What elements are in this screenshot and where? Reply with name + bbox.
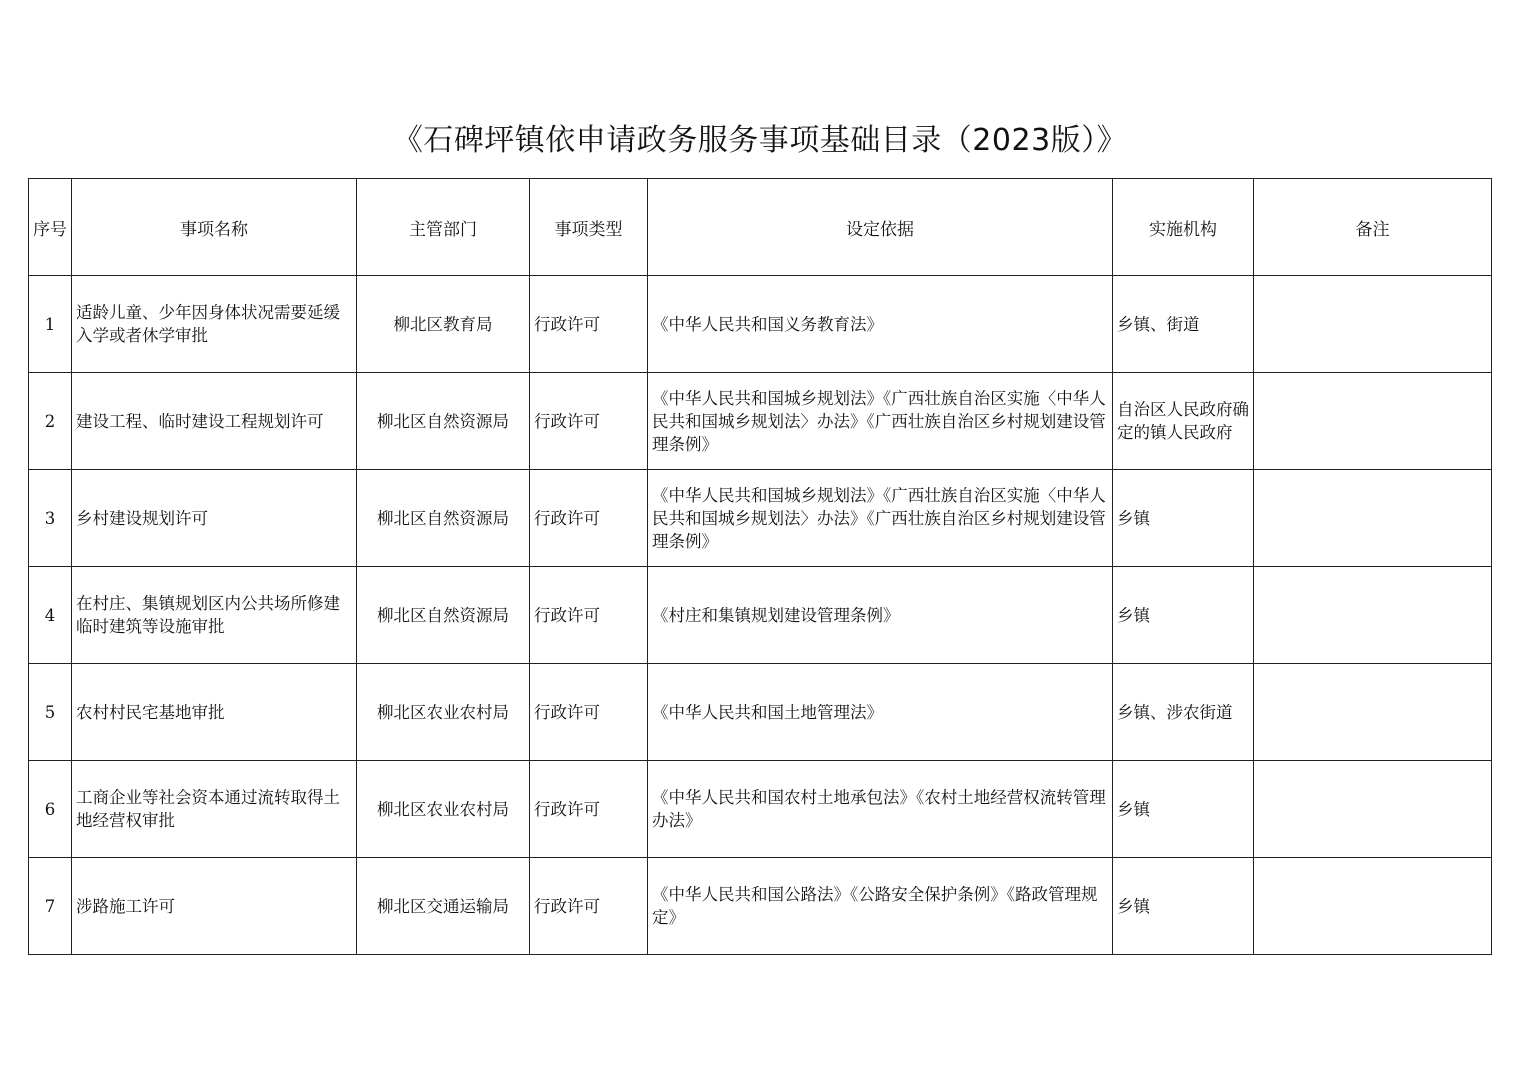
cell-remark: [1254, 858, 1492, 955]
cell-basis: 《中华人民共和国城乡规划法》《广西壮族自治区实施〈中华人民共和国城乡规划法〉办法》《广西壮族自治区乡村规划建设管理条例》: [648, 373, 1113, 470]
cell-type: 行政许可: [530, 470, 648, 567]
cell-dept: 柳北区教育局: [357, 276, 530, 373]
table-row: [29, 567, 1492, 664]
cell-name: 农村村民宅基地审批: [72, 664, 357, 761]
cell-basis: 《村庄和集镇规划建设管理条例》: [648, 567, 1113, 664]
cell-basis: 《中华人民共和国农村土地承包法》《农村土地经营权流转管理办法》: [648, 761, 1113, 858]
cell-seq: 3: [29, 470, 72, 567]
cell-dept: 柳北区自然资源局: [357, 470, 530, 567]
cell-dept: 柳北区交通运输局: [357, 858, 530, 955]
catalog-table: [28, 178, 1492, 955]
cell-agency: 乡镇、街道: [1113, 276, 1254, 373]
table-row: [29, 858, 1492, 955]
header-remark: 备注: [1254, 179, 1492, 276]
header-seq: 序号: [29, 179, 72, 276]
cell-name: 工商企业等社会资本通过流转取得土地经营权审批: [72, 761, 357, 858]
header-agency: 实施机构: [1113, 179, 1254, 276]
cell-agency: 乡镇: [1113, 567, 1254, 664]
cell-type: 行政许可: [530, 276, 648, 373]
cell-seq: 4: [29, 567, 72, 664]
cell-type: 行政许可: [530, 567, 648, 664]
header-type: 事项类型: [530, 179, 648, 276]
table-row: [29, 470, 1492, 567]
cell-type: 行政许可: [530, 373, 648, 470]
cell-agency: 自治区人民政府确定的镇人民政府: [1113, 373, 1254, 470]
cell-seq: 6: [29, 761, 72, 858]
header-row: [29, 179, 1492, 276]
header-basis: 设定依据: [648, 179, 1113, 276]
cell-seq: 7: [29, 858, 72, 955]
cell-basis: 《中华人民共和国公路法》《公路安全保护条例》《路政管理规定》: [648, 858, 1113, 955]
cell-remark: [1254, 470, 1492, 567]
cell-seq: 2: [29, 373, 72, 470]
cell-seq: 5: [29, 664, 72, 761]
cell-seq: 1: [29, 276, 72, 373]
cell-remark: [1254, 664, 1492, 761]
table-row: [29, 664, 1492, 761]
table-row: [29, 761, 1492, 858]
cell-name: 乡村建设规划许可: [72, 470, 357, 567]
cell-dept: 柳北区农业农村局: [357, 664, 530, 761]
cell-basis: 《中华人民共和国义务教育法》: [648, 276, 1113, 373]
cell-type: 行政许可: [530, 664, 648, 761]
cell-name: 适龄儿童、少年因身体状况需要延缓入学或者休学审批: [72, 276, 357, 373]
table-row: [29, 373, 1492, 470]
table-row: [29, 276, 1492, 373]
page-title: 《石碑坪镇依申请政务服务事项基础目录（2023版）》: [392, 123, 1128, 158]
cell-name: 建设工程、临时建设工程规划许可: [72, 373, 357, 470]
cell-dept: 柳北区自然资源局: [357, 567, 530, 664]
cell-type: 行政许可: [530, 858, 648, 955]
header-dept: 主管部门: [357, 179, 530, 276]
cell-agency: 乡镇: [1113, 761, 1254, 858]
cell-remark: [1254, 567, 1492, 664]
cell-basis: 《中华人民共和国城乡规划法》《广西壮族自治区实施〈中华人民共和国城乡规划法〉办法》《广西壮族自治区乡村规划建设管理条例》: [648, 470, 1113, 567]
cell-basis: 《中华人民共和国土地管理法》: [648, 664, 1113, 761]
cell-dept: 柳北区农业农村局: [357, 761, 530, 858]
cell-remark: [1254, 276, 1492, 373]
header-name: 事项名称: [72, 179, 357, 276]
cell-remark: [1254, 761, 1492, 858]
cell-agency: 乡镇: [1113, 858, 1254, 955]
cell-agency: 乡镇: [1113, 470, 1254, 567]
cell-dept: 柳北区自然资源局: [357, 373, 530, 470]
cell-name: 在村庄、集镇规划区内公共场所修建临时建筑等设施审批: [72, 567, 357, 664]
cell-remark: [1254, 373, 1492, 470]
cell-agency: 乡镇、涉农街道: [1113, 664, 1254, 761]
cell-name: 涉路施工许可: [72, 858, 357, 955]
cell-type: 行政许可: [530, 761, 648, 858]
